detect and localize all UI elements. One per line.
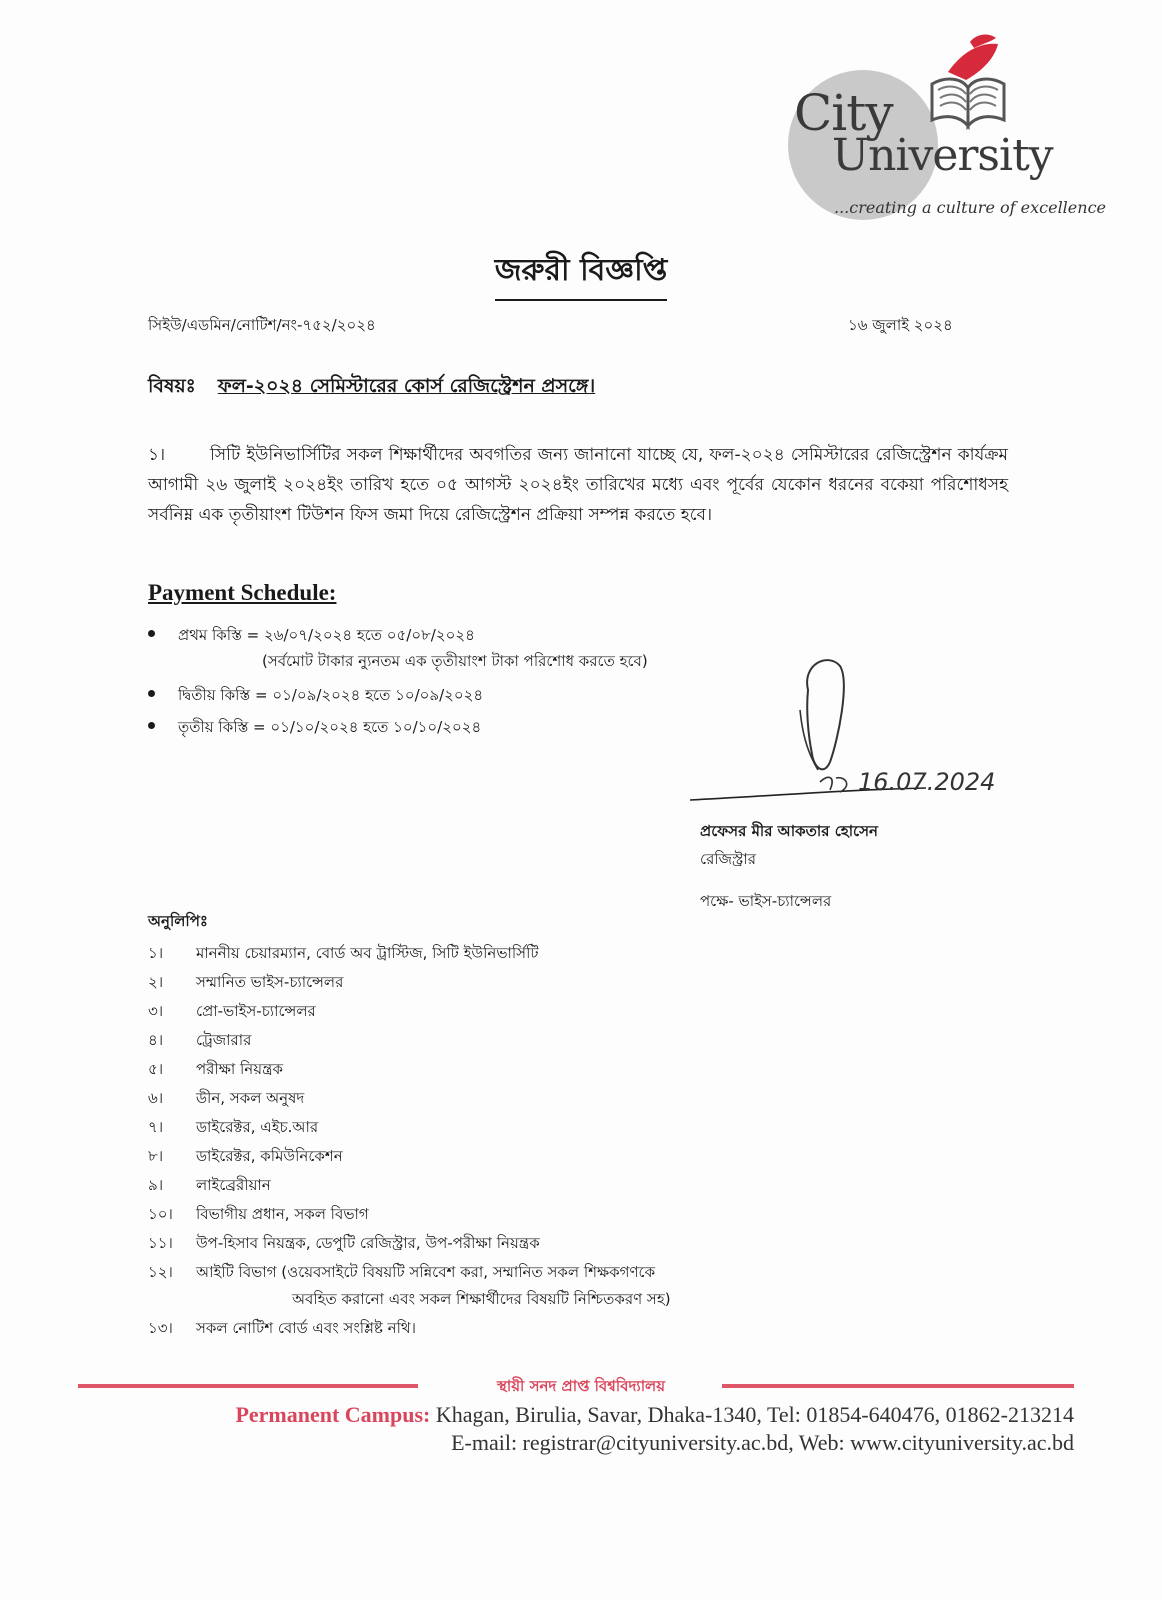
copy-number: ৮। bbox=[148, 1147, 164, 1165]
copy-text: লাইব্রেরীয়ান bbox=[196, 1176, 271, 1194]
copy-number: ৬। bbox=[148, 1089, 164, 1107]
logo-text-university: University bbox=[832, 130, 1053, 181]
signatory-on-behalf: পক্ষে- ভাইস-চ্যান্সেলর bbox=[700, 892, 832, 910]
subject-line bbox=[148, 372, 595, 404]
notice-title bbox=[0, 246, 1162, 301]
copy-text: ডাইরেক্টর, এইচ.আর bbox=[196, 1118, 319, 1136]
copy-number: ২। bbox=[148, 973, 164, 991]
reference-number: সিইউ/এডমিন/নোটিশ/নং-৭৫২/২০২৪ bbox=[148, 316, 376, 334]
copy-number: ১৩। bbox=[148, 1319, 173, 1337]
copy-text: মাননীয় চেয়ারম্যান, বোর্ড অব ট্রাস্টিজ, সিটি ইউনিভার্সিটি bbox=[196, 944, 539, 962]
campus-label: Permanent Campus: bbox=[235, 1402, 431, 1427]
subject-text: ফল-২০২৪ সেমিস্টারের কোর্স রেজিস্ট্রেশন প্রসঙ্গে। bbox=[217, 375, 596, 397]
university-logo bbox=[780, 30, 1110, 235]
payment-item-text: দ্বিতীয় কিস্তি = ০১/০৯/২০২৪ হতে ১০/০৯/২০২৪ bbox=[178, 686, 484, 704]
copy-text: বিভাগীয় প্রধান, সকল বিভাগ bbox=[196, 1205, 369, 1223]
footer-address bbox=[0, 1402, 1074, 1428]
payment-item-text: তৃতীয় কিস্তি = ০১/১০/২০২৪ হতে ১০/১০/২০২৪ bbox=[178, 718, 482, 736]
copy-text-continued: অবহিত করানো এবং সকল শিক্ষার্থীদের বিষয়টি নিশ্চিতকরণ সহ) bbox=[292, 1290, 671, 1308]
payment-item-text: প্রথম কিস্তি = ২৬/০৭/২০২৪ হতে ০৫/০৮/২০২৪ bbox=[178, 626, 475, 644]
paragraph-text: সিটি ইউনিভার্সিটির সকল শিক্ষার্থীদের অবগতির জন্য জানানো যাচ্ছে যে, ফল-২০২৪ সেমিস্টারের রেজিস্ট্রেশন কার্যক্রম আগামী ২৬ জুলাই ২০২৪ইং তারিখ হতে ০৫ আগস্ট ২০২৪ইং তারিখের মধ্যে এবং পূর্বের যেকোন ধরনের বকেয়া পরিশোধসহ সর্বনিম্ন এক তৃতীয়াংশ টিউশন ফিস জমা দিয়ে রেজিস্ট্রেশন প্রক্রিয়া সম্পন্ন করতে হবে। bbox=[148, 445, 1008, 525]
payment-schedule-heading: Payment Schedule: bbox=[148, 580, 337, 605]
bullet-icon bbox=[148, 722, 155, 729]
copy-number: ৫। bbox=[148, 1060, 164, 1078]
copy-text: উপ-হিসাব নিয়ন্ত্রক, ডেপুটি রেজিস্ট্রার, উপ-পরীক্ষা নিয়ন্ত্রক bbox=[196, 1234, 540, 1252]
signatory-title: রেজিস্ট্রার bbox=[700, 850, 757, 868]
copy-number: ১২। bbox=[148, 1263, 173, 1281]
copy-number: ১১। bbox=[148, 1234, 173, 1252]
copy-text: ডীন, সকল অনুষদ bbox=[196, 1089, 305, 1107]
copy-text: প্রো-ভাইস-চ্যান্সেলর bbox=[196, 1002, 316, 1020]
logo-tagline: ...creating a culture of excellence bbox=[834, 198, 1106, 217]
copy-number: ১০। bbox=[148, 1205, 173, 1223]
copy-number: ১। bbox=[148, 944, 164, 962]
body-paragraph bbox=[148, 440, 1008, 530]
signature-date: 16.07.2024 bbox=[858, 768, 996, 796]
notice-title-text: জরুরী বিজ্ঞপ্তি bbox=[495, 246, 668, 301]
subject-label: বিষয়ঃ bbox=[148, 375, 196, 397]
copy-text: সকল নোটিশ বোর্ড এবং সংশ্লিষ্ট নথি। bbox=[196, 1319, 416, 1337]
copy-number: ৭। bbox=[148, 1118, 164, 1136]
copy-text: সম্মানিত ভাইস-চ্যান্সেলর bbox=[196, 973, 344, 991]
campus-address: Khagan, Birulia, Savar, Dhaka-1340, Tel: 01854-640476, 01862-213214 bbox=[435, 1402, 1074, 1427]
copies-heading: অনুলিপিঃ bbox=[148, 912, 208, 930]
logo-text-city: City bbox=[794, 84, 893, 142]
copy-number: ৪। bbox=[148, 1031, 164, 1049]
footer-contact: E-mail: registrar@cityuniversity.ac.bd, Web: www.cityuniversity.ac.bd bbox=[451, 1430, 1074, 1455]
copy-number: ৯। bbox=[148, 1176, 164, 1194]
bullet-icon bbox=[148, 690, 155, 697]
bullet-icon bbox=[148, 630, 155, 637]
notice-date: ১৬ জুলাই ২০২৪ bbox=[848, 316, 953, 334]
copy-text: ডাইরেক্টর, কমিউনিকেশন bbox=[196, 1147, 343, 1165]
copy-text: ট্রেজারার bbox=[196, 1031, 252, 1049]
copy-text: পরীক্ষা নিয়ন্ত্রক bbox=[196, 1060, 283, 1078]
copy-number: ৩। bbox=[148, 1002, 164, 1020]
paragraph-number: ১। bbox=[148, 445, 166, 465]
payment-item-note: (সর্বমোট টাকার ন্যুনতম এক তৃতীয়াংশ টাকা পরিশোধ করতে হবে) bbox=[262, 652, 648, 670]
book-icon bbox=[910, 32, 1020, 132]
footer-tagline: স্থায়ী সনদ প্রাপ্ত বিশ্ববিদ্যালয় bbox=[496, 1377, 666, 1395]
signatory-name: প্রফেসর মীর আকতার হোসেন bbox=[700, 822, 878, 840]
handwritten-signature bbox=[690, 650, 1010, 810]
copy-text: আইটি বিভাগ (ওয়েবসাইটে বিষয়টি সন্নিবেশ করা, সম্মানিত সকল শিক্ষকগণকে bbox=[196, 1263, 656, 1281]
